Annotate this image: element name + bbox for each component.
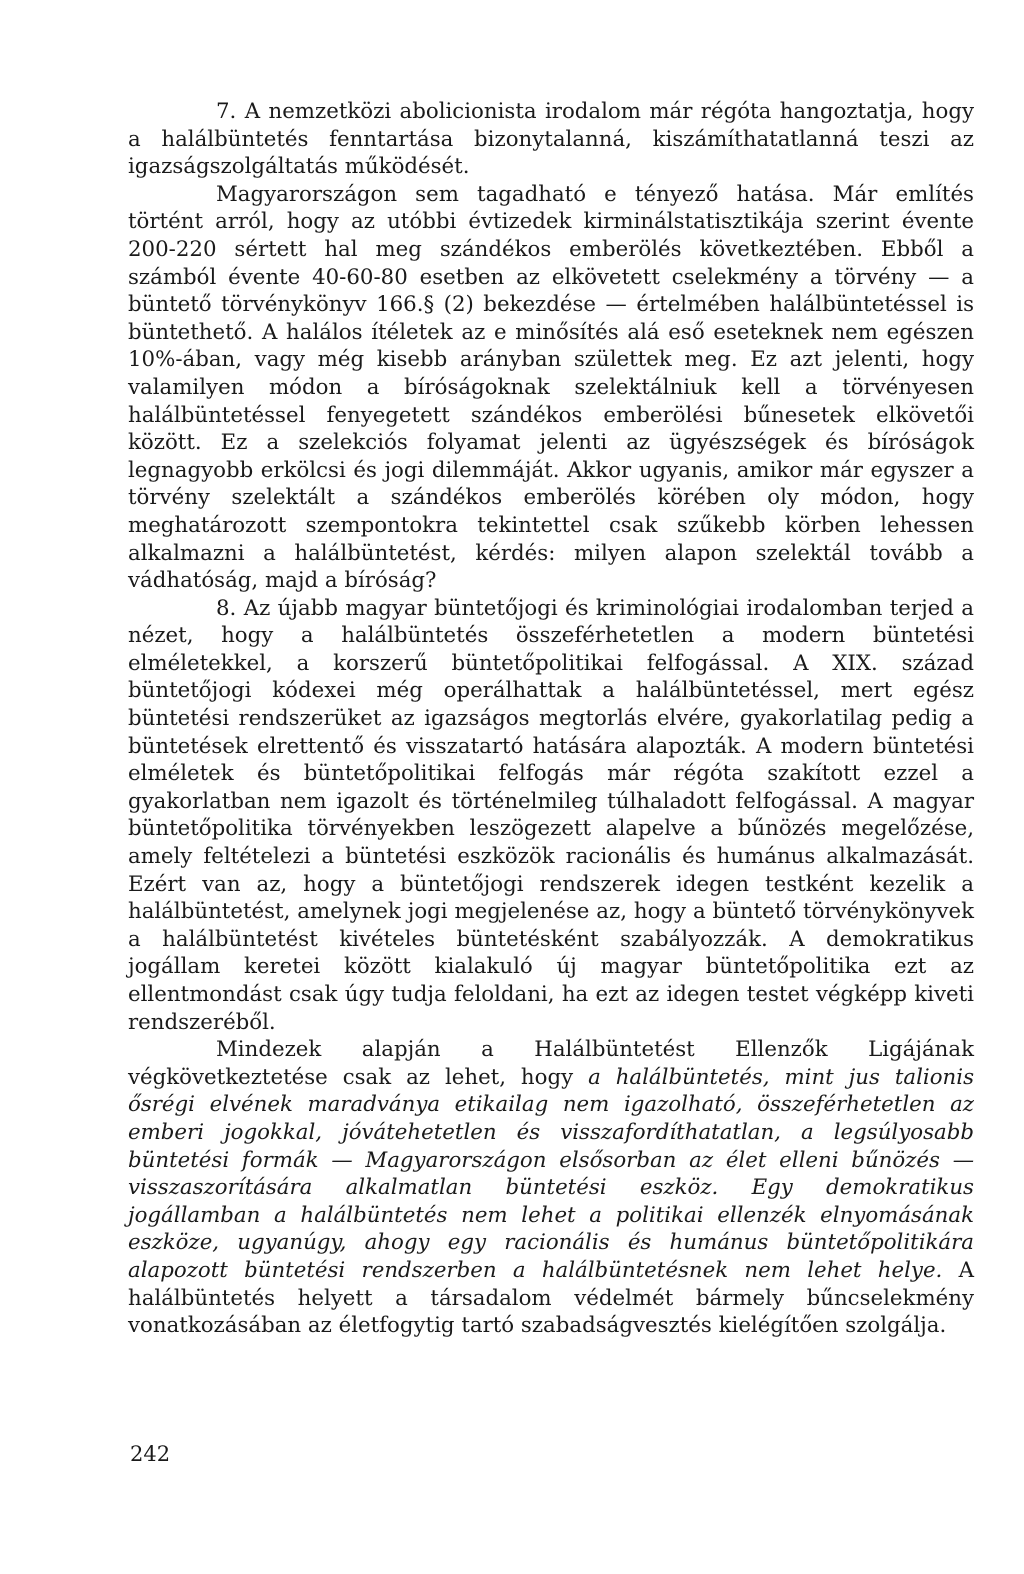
document-body [128, 98, 974, 1340]
paragraph-text: 8. Az újabb magyar büntetőjogi és kriminológiai irodalomban terjed a nézet, hogy a halálbüntetés összeférhetetlen a modern büntetési elméletekkel, a korszerű büntetőpolitikai felfogással. A XIX. század büntetőjogi kódexei még operálhattak a halálbüntetéssel, mert egész büntetési rendszerüket az igazságos megtorlás elvére, gyakorlatilag pedig a büntetések elrettentő és visszatartó hatására alapozták. A modern büntetési elméletek és büntetőpolitikai felfogás már régóta szakított ezzel a gyakorlatban nem igazolt és történelmileg túlhaladott felfogással. A magyar büntetőpolitika törvényekben leszögezett alapelve a bűnözés megelőzése, amely feltételezi a büntetési eszközök racionális és humánus alkalmazását. Ezért van az, hogy a büntetőjogi rendszerek idegen testként kezelik a halálbüntetést, amelynek jogi megjelenése az, hogy a büntető törvénykönyvek a halálbüntetést kivételes büntetésként szabályozzák. A demokratikus jogállam keretei között kialakuló új magyar büntetőpolitika ezt az ellentmondást csak úgy tudja feloldani, ha ezt az idegen testet végképp kiveti rendszeréből. [128, 595, 974, 1035]
paragraph-text: Mindezek alapján a Halálbüntetést Ellenzők Ligájának végkövetkeztetése csak az lehet, hogy [128, 1037, 974, 1090]
paragraph-italic-text: a halálbüntetés, mint jus talionis ősrégi elvének maradványa etikailag nem igazolható, összeférhetetlen az emberi jogokkal, jóvátehetetlen és visszafordíthatatlan, a legsúlyosabb büntetési formák — Magyarországon elsősorban az élet elleni bűnözés — visszaszorítására alkalmatlan büntetési eszköz. Egy demokratikus jogállamban a halálbüntetés nem lehet a politikai ellenzék elnyomásának eszköze, ugyanúgy, ahogy egy racionális és humánus büntetőpolitikára alapozott büntetési rendszerben a halálbüntetésnek nem lehet helye. [128, 1064, 975, 1283]
paragraph-text: A halálbüntetés helyett a társadalom védelmét bármely bűncselekmény vonatkozásában az életfogytig tartó szabadságvesztés kielégítően szolgálja. [128, 1257, 974, 1339]
paragraph-text: 7. A nemzetközi abolicionista irodalom már régóta hangoztatja, hogy a halálbüntetés fenntartása bizonytalanná, kiszámíthatatlanná teszi az igazságszolgáltatás működését. [128, 99, 974, 180]
page-number: 242 [130, 1442, 171, 1466]
paragraph-text: Magyarországon sem tagadható e tényező hatása. Már említés történt arról, hogy az utóbbi évtizedek kirminálstatisztikája szerint évente 200-220 sértett hal meg szándékos emberölés következtében. Ebből a számból évente 40-60-80 esetben az elkövetett cselekmény a törvény — a büntető törvénykönyv 166.§ (2) bekezdése — értelmében halálbüntetéssel is büntethető. A halálos ítéletek az e minősítés alá eső eseteknek nem egészen 10%-ában, vagy még kisebb arányban születtek meg. Ez azt jelenti, hogy valamilyen módon a bíróságoknak szelektálniuk kell a törvényesen halálbüntetéssel fenyegetett szándékos emberölési bűnesetek elkövetői között. Ez a szelekciós folyamat jelenti az ügyészségek és bíróságok legnagyobb erkölcsi és jogi dilemmáját. Akkor ugyanis, amikor már egyszer a törvény szelektált a szándékos emberölés körében oly módon, hogy meghatározott szempontokra tekintettel csak szűkebb körben lehessen alkalmazni a halálbüntetést, kérdés: milyen alapon szelektál tovább a vádhatóság, majd a bíróság? [128, 181, 974, 594]
paragraph-8 [128, 595, 974, 1037]
paragraph-conclusion [128, 1036, 974, 1340]
paragraph-hungary-statistics [128, 181, 974, 595]
paragraph-7 [128, 98, 974, 181]
